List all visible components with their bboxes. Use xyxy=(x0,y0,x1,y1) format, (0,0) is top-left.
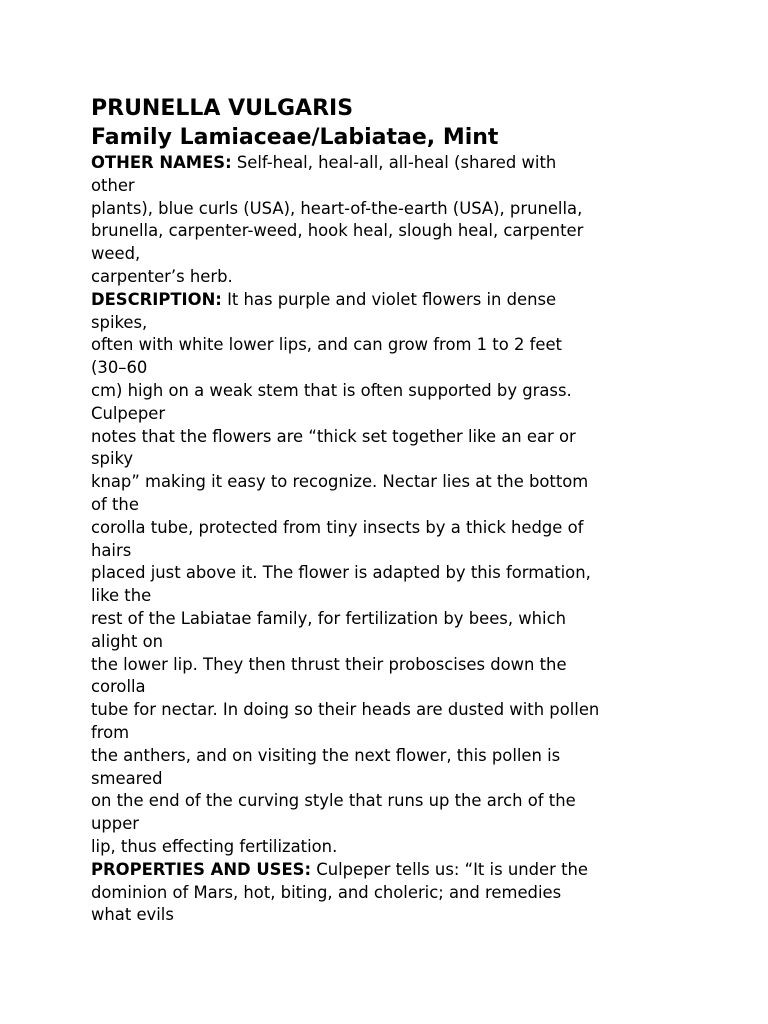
text-line: alight on xyxy=(91,631,163,651)
document-subtitle: Family Lamiaceae/Labiatae, Mint xyxy=(91,125,499,150)
properties-section xyxy=(91,859,691,927)
description-text: It has purple and violet flowers in dense xyxy=(221,289,557,309)
document-page xyxy=(91,94,691,927)
properties-label: PROPERTIES AND USES: xyxy=(91,859,312,879)
document-title: PRUNELLA VULGARIS xyxy=(91,96,354,121)
text-line: corolla tube, protected from tiny insects by a thick hedge of xyxy=(91,517,584,537)
text-line: knap” making it easy to recognize. Nectar lies at the bottom xyxy=(91,472,589,492)
text-line: rest of the Labiatae family, for fertilization by bees, which xyxy=(91,608,566,628)
text-line xyxy=(91,152,691,175)
text-line: carpenter’s herb. xyxy=(91,266,233,286)
properties-text: Culpeper tells us: “It is under the xyxy=(311,859,588,879)
text-line: placed just above it. The flower is adapted by this formation, xyxy=(91,563,591,583)
text-line: notes that the flowers are “thick set together like an ear or xyxy=(91,426,576,446)
text-line: tube for nectar. In doing so their heads are dusted with pollen xyxy=(91,700,600,720)
text-line: the lower lip. They then thrust their proboscises down the xyxy=(91,654,567,674)
text-line: dominion of Mars, hot, biting, and choleric; and remedies xyxy=(91,882,562,902)
text-line: often with white lower lips, and can grow from 1 to 2 feet xyxy=(91,335,562,355)
text-line: smeared xyxy=(91,768,163,788)
text-line: from xyxy=(91,722,130,742)
text-line: the anthers, and on visiting the next flower, this pollen is xyxy=(91,745,561,765)
text-line: like the xyxy=(91,586,152,606)
text-line: spiky xyxy=(91,449,134,469)
text-line: on the end of the curving style that runs up the arch of the xyxy=(91,791,576,811)
text-line: brunella, carpenter-weed, hook heal, slough heal, carpenter xyxy=(91,221,584,241)
text-line: (30–60 xyxy=(91,358,148,378)
text-line: of the xyxy=(91,494,139,514)
other-names-text: Self-heal, heal-all, all-heal (shared with xyxy=(231,153,557,172)
other-names-label: OTHER NAMES: xyxy=(91,153,232,172)
text-line xyxy=(91,289,691,312)
text-line: Culpeper xyxy=(91,403,166,423)
text-line: hairs xyxy=(91,540,132,560)
text-line: what evils xyxy=(91,905,174,925)
text-line xyxy=(91,859,691,882)
other-names-section xyxy=(91,152,691,289)
text-line: lip, thus effecting fertilization. xyxy=(91,836,338,856)
text-line: corolla xyxy=(91,677,146,697)
text-line: upper xyxy=(91,814,140,834)
text-line: plants), blue curls (USA), heart-of-the-earth (USA), prunella, xyxy=(91,198,583,218)
description-label: DESCRIPTION: xyxy=(91,289,222,309)
text-line: cm) high on a weak stem that is often supported by grass. xyxy=(91,380,572,400)
description-section xyxy=(91,289,691,859)
text-line: other xyxy=(91,175,135,195)
text-line: spikes, xyxy=(91,312,148,332)
text-line: weed, xyxy=(91,244,141,264)
